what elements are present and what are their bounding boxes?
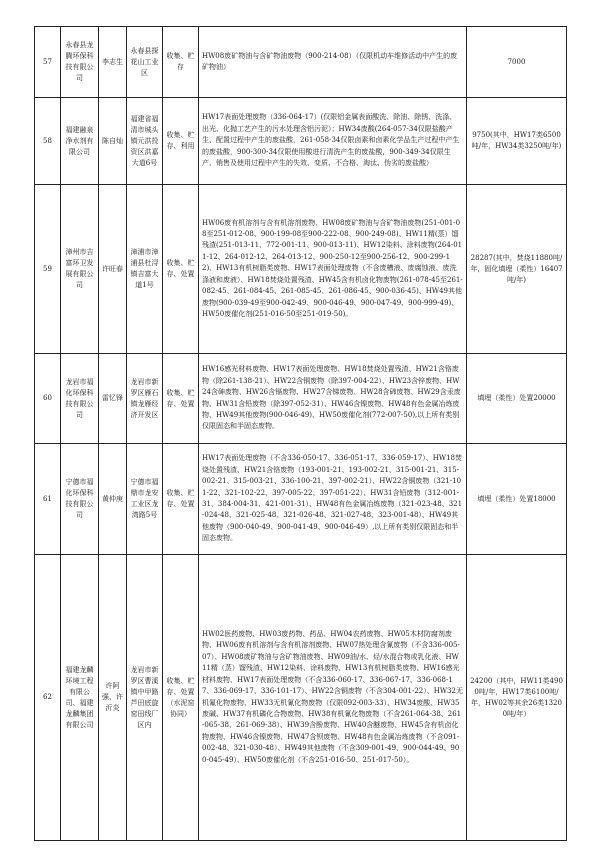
business-mode: 收集、贮存、利用 xyxy=(163,98,199,185)
company-name: 福建龙麟环境工程有限公司、福建龙麟集团有限公司 xyxy=(61,555,99,841)
legal-person: 黄仲庚 xyxy=(99,444,127,555)
company-name: 漳州市吉富环卫发展有限公司 xyxy=(61,185,99,354)
waste-categories: HW06废有机溶剂与含有机溶剂废物、HW08废矿物油与含矿物油废物(251-001-08至251-012-08、900-199-08至900-222-08、900-249-08)、HW11精(蒸）馏残渣(251-013-11、772-001-11、900-013-11)、HW12染料、涂料废物(264-011-12、264-012-12、264-013-12、900-250-12至900-256-12、900-299-12)、HW13有机树脂类废物、HW17表面处理废物（不含废槽液、废腐蚀液、废洗涤液和废液）、HW18焚烧处置残渣、HW45含有机卤化物废物(261-078-45至261-082-45、261-084-45、261-085-45、261-086-45、900-036-45)、HW49其他废物(900-039-49至900-042-49、900-046-49、900-047-49、900-999-49)、HW50废催化剂(251-016-50至251-019-50)。 xyxy=(199,185,467,354)
company-name: 福建融泉净水剂有限公司 xyxy=(61,98,99,185)
business-mode: 收集、贮存、处置（水泥窑协同） xyxy=(163,555,199,841)
company-address: 漳浦市漳浦县杜浔镇吉富大道1号 xyxy=(127,185,163,354)
table-row xyxy=(35,27,567,98)
company-address: 龙岩市新罗区雁石镇龙雁经济开发区 xyxy=(127,354,163,444)
capacity: 填埋（柔性）处置20000 xyxy=(467,354,567,444)
waste-categories: HW17表面处理废物（不含336-050-17、336-051-17、336-059-17）、HW18焚烧处置残渣、HW21含铬废物（193-001-21、193-002-21、315-001-21、315-002-21、315-003-21、336-100-21、397-002-21）、HW22含铜废物（321-101-22、321-102-22、397-005-22、397-051-22）、HW31含铅废物（312-001-31、384-004-31、421-001-31）、HW48有色金属冶炼废物（321-023-48、321-024-48、321-025-48、321-026-48、321-027-48、323-001-48）、HW49其他废物（900-040-49、900-041-49、900-046-49）,以上所有类别仅限固态和半固态废物。 xyxy=(199,444,467,555)
legal-person: 许阿强、许沂炎 xyxy=(99,555,127,841)
company-name: 龙岩市福化环保科技有限公司 xyxy=(61,354,99,444)
capacity: 9750(其中，HW17类6500吨/年，HW34类3250吨/年) xyxy=(467,98,567,185)
business-mode: 收集、贮存 xyxy=(163,27,199,98)
business-mode: 收集、贮存、处置 xyxy=(163,185,199,354)
table-row xyxy=(35,98,567,185)
company-address: 宁德市福鼎市龙安工业区龙湾路5号 xyxy=(127,444,163,555)
table-row xyxy=(35,555,567,841)
legal-person: 雷忆锋 xyxy=(99,354,127,444)
capacity: 7000 xyxy=(467,27,567,98)
company-address: 福建省福清市城头镇元洪投资区洪嘉大道6号 xyxy=(127,98,163,185)
legal-person: 陈自灿 xyxy=(99,98,127,185)
table-row xyxy=(35,185,567,354)
waste-categories: HW17表面处理废物（336-064-17）(仅限铝金属表面酸洗、除油、除锈、洗涤、出光、化抛工艺产生的污水处理含铝污泥）；HW34废酸(264-057-34仅限盐酸产生、配置过程中产生的废盐酸，261-058-34仅限卤素和卤素化学品生产过程中产生的废盐酸，900-300-34仅限使用酸进行清洗产生的废盐酸，900-349-34仅限生产、销售及使用过程中产生的失效、变质、不合格、淘汰、伪劣的废盐酸） xyxy=(199,98,467,185)
capacity: 24200（其中，HW11类4900吨/年，HW17类6100吨/年，HW02等其余26类13200吨/年） xyxy=(467,555,567,841)
row-number: 57 xyxy=(35,27,61,98)
row-number: 62 xyxy=(35,555,61,841)
waste-categories: HW16感光材料废物、HW17表面处理废物、HW18焚烧处置残渣、HW21含铬废物（除261-138-21）、HW22含铜废物（除397-004-22）、HW23含锌废物、HW24含砷废物、HW26含镉废物、HW27含锑废物、HW28含碲废物、HW29含汞废物、HW31含铅废物（除397-052-31）、HW46含镍废物、HW48有色金属冶炼废物、HW49其他废物(900-046-49)、HW50废催化剂(772-007-50),以上所有类别仅限固态和半固态废物。 xyxy=(199,354,467,444)
legal-person: 许旺春 xyxy=(99,185,127,354)
company-address: 龙岩市新罗区曹溪镇中甲路芦田底旋窑田线厂区内 xyxy=(127,555,163,841)
company-address: 永春县探花山工业区 xyxy=(127,27,163,98)
table-row xyxy=(35,444,567,555)
row-number: 58 xyxy=(35,98,61,185)
legal-person: 李志生 xyxy=(99,27,127,98)
capacity: 28287(其中，焚烧11880吨/年，固化填埋（柔性）16407吨/年) xyxy=(467,185,567,354)
company-name: 宁德市福化环保科技有限公司 xyxy=(61,444,99,555)
capacity: 填埋（柔性）处置18000 xyxy=(467,444,567,555)
waste-categories: HW08废矿物油与含矿物油废物（900-214-08）（仅限机动车维修活动中产生的废矿物油） xyxy=(199,27,467,98)
row-number: 60 xyxy=(35,354,61,444)
business-mode: 收集、贮存、处置 xyxy=(163,354,199,444)
row-number: 59 xyxy=(35,185,61,354)
waste-permit-table xyxy=(34,26,567,841)
table-row xyxy=(35,354,567,444)
company-name: 永春县龙腾环保科技有限公司 xyxy=(61,27,99,98)
waste-categories: HW02医药废物、HW03废药物、药品、HW04农药废物、HW05木材防腐剂废物、HW06废有机溶剂与含有机溶剂废物、HW07热处理含氰废物（不含336-005-07）、HW08废矿物油与含矿物油废物、HW09油/水、烃/水混合物或乳化液、HW11精（蒸）馏残渣、HW12染料、涂料废物、HW13有机树脂类废物、HW16感光材料废物、HW17表面处理废物（不含336-060-17、336-067-17、336-068-17、336-069-17、336-101-17）、HW22含铜废物（不含304-001-22）、HW32无机氟化物废物、HW33无机氰化物废物（仅限092-003-33）、HW34废酸、HW35废碱、HW37有机磷化合物废物、HW38有机氰化物废物（不含261-064-38、261-065-38、261-069-38）、HW39含酚废物、HW40含醚废物、HW45含有机卤化物废物、HW46含镍废物、HW47含钡废物、HW48有色金属冶炼废物（不含091-002-48、321-030-48）、HW49其他废物（不含309-001-49、900-044-49、900-045-49）、HW50废催化剂（不含251-016-50、251-017-50）。 xyxy=(199,555,467,841)
business-mode: 收集、贮存、处置 xyxy=(163,444,199,555)
row-number: 61 xyxy=(35,444,61,555)
